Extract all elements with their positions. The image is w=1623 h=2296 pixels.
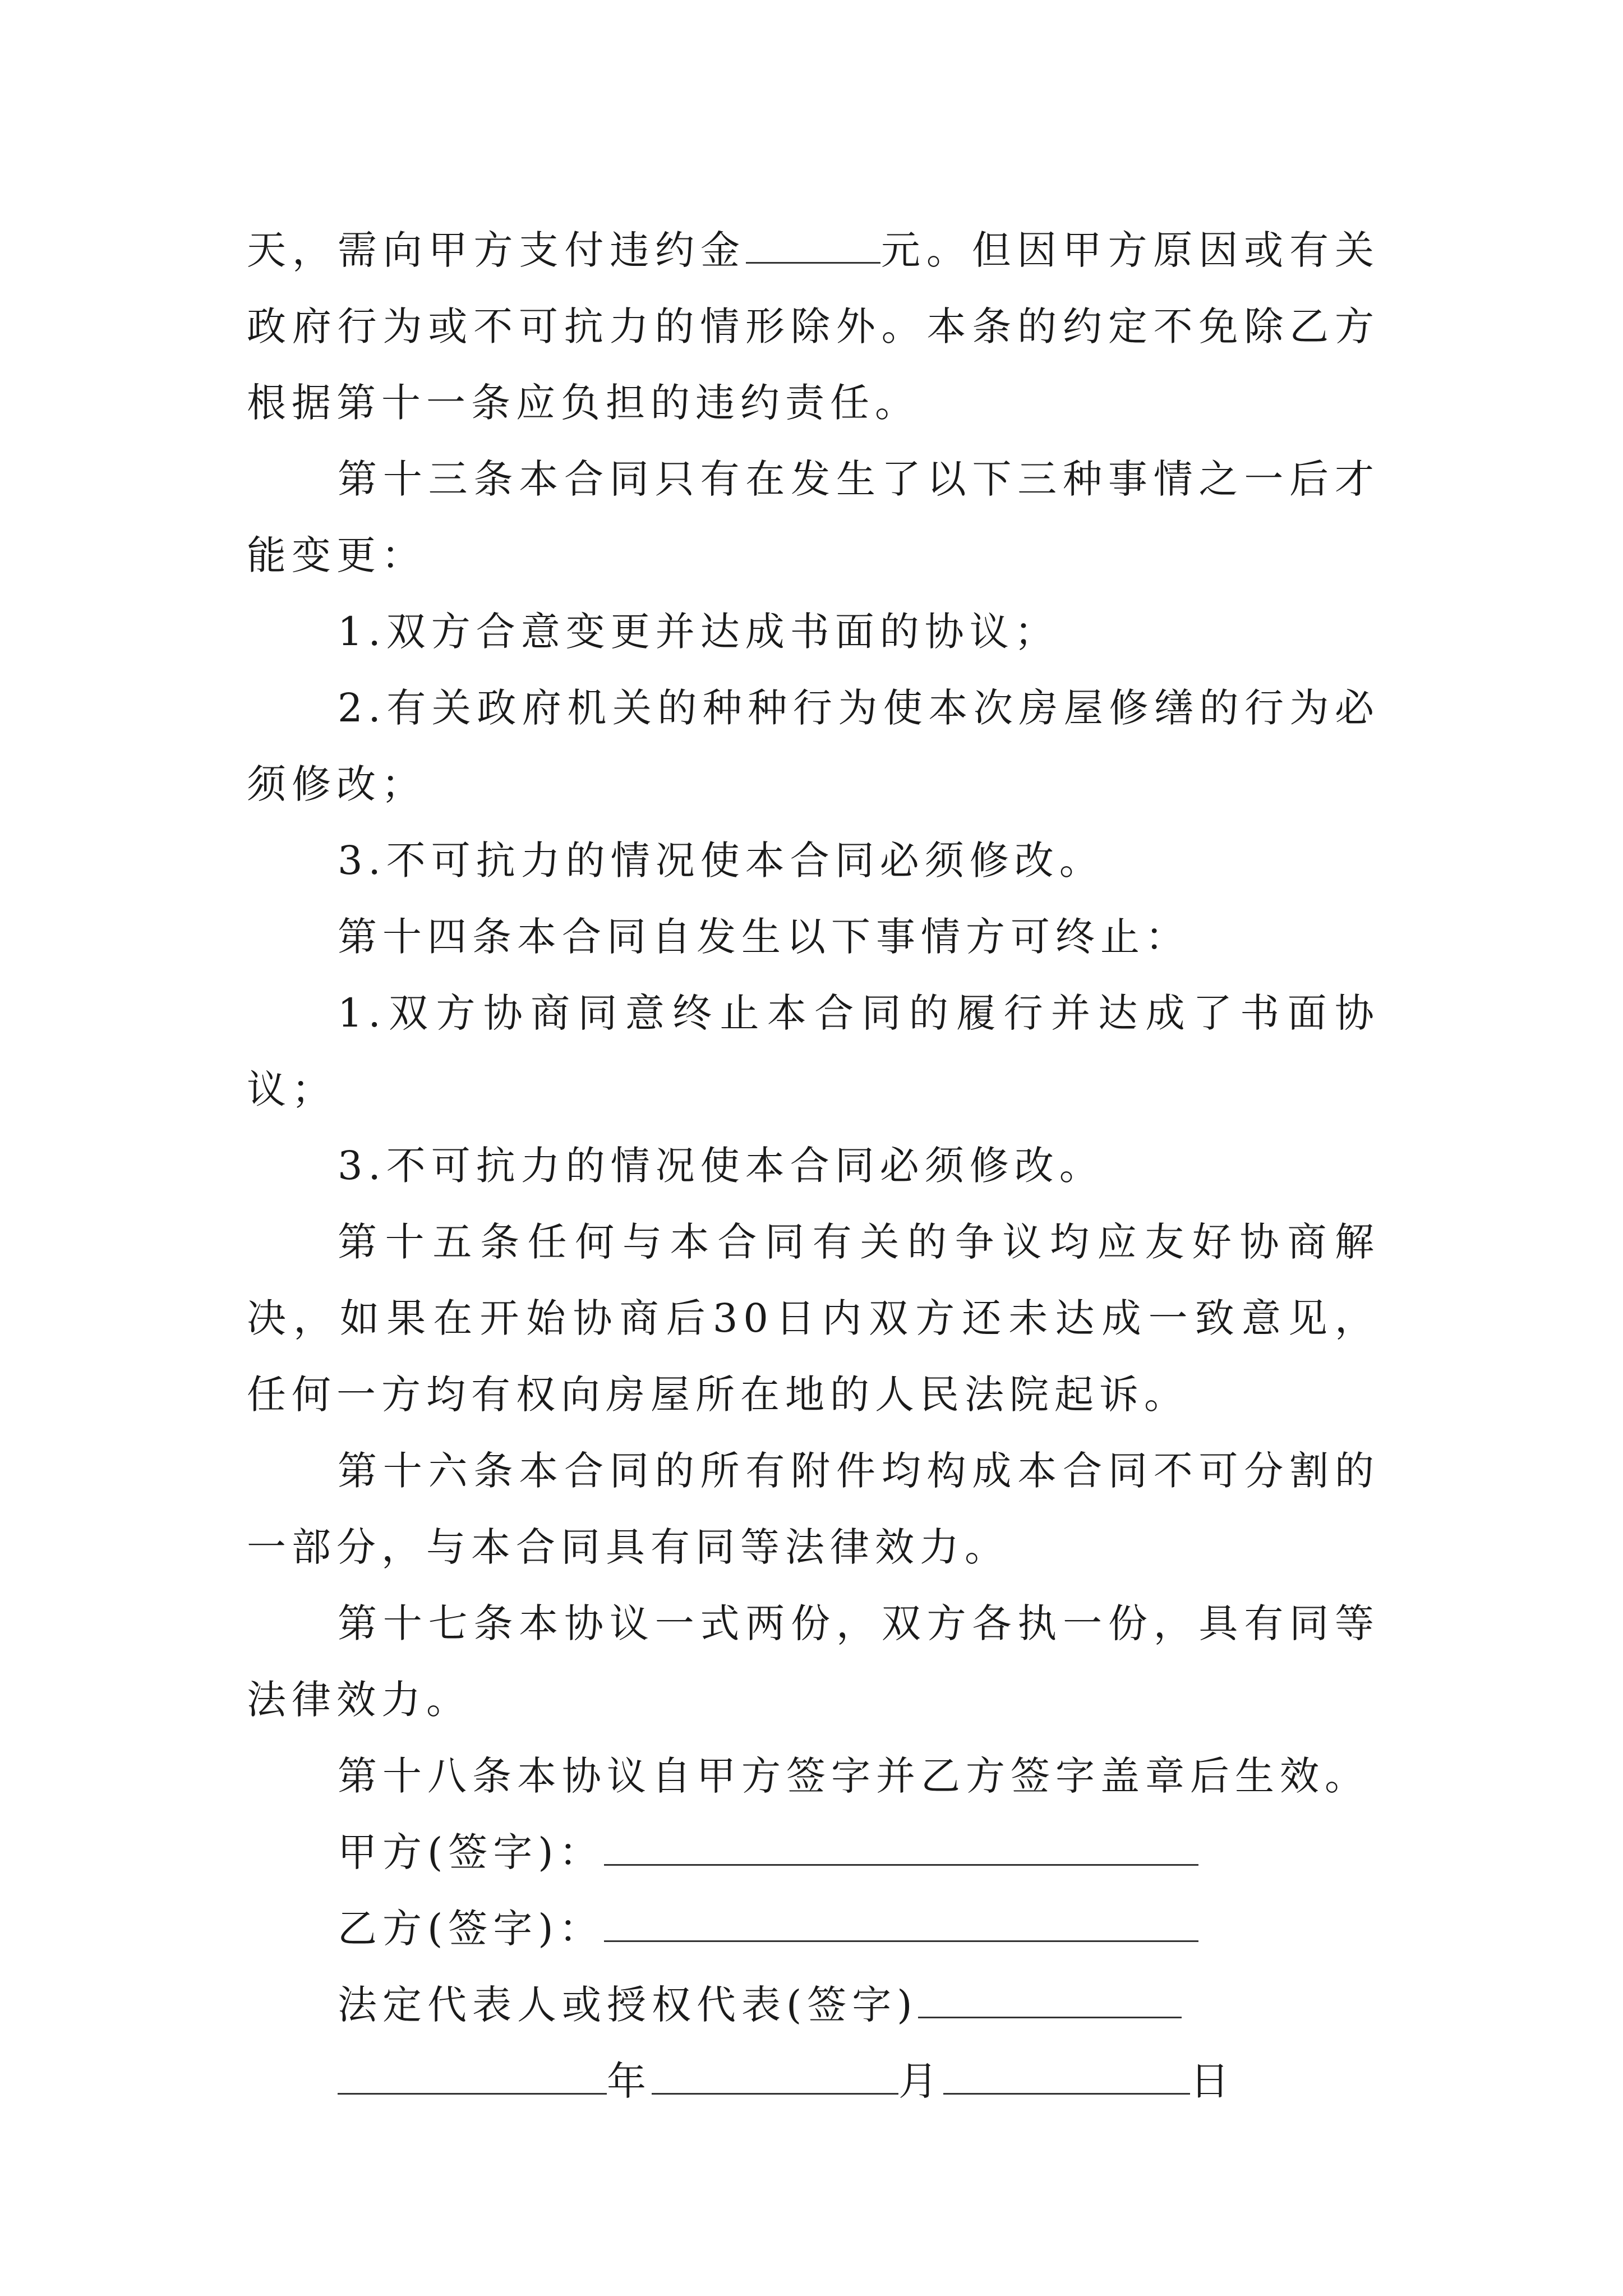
clause-13-item-2: 2.有关政府机关的种种行为使本次房屋修缮的行为必须修改；	[247, 685, 1380, 807]
day-blank	[943, 2060, 1190, 2095]
clause-18: 第十八条本协议自甲方签字并乙方签字盖章后生效。	[338, 1753, 1370, 1799]
party-b-signature-line	[247, 1890, 1380, 1967]
clause-14-item-3: 3.不可抗力的情况使本合同必须修改。	[338, 1143, 1104, 1189]
clause-13-item-3: 3.不可抗力的情况使本合同必须修改。	[338, 838, 1104, 884]
clause-13: 第十三条本合同只有在发生了以下三种事情之一后才能变更：	[247, 456, 1380, 578]
penalty-clause-continuation	[247, 212, 1380, 441]
party-b-signature-blank	[604, 1908, 1198, 1942]
day-label: 日	[1190, 2058, 1235, 2104]
party-a-label: 甲方(签字)：	[338, 1829, 604, 1875]
representative-signature-blank	[918, 1984, 1182, 2018]
clause-14: 第十四条本合同自发生以下事情方可终止：	[338, 914, 1190, 960]
party-b-label: 乙方(签字)：	[338, 1906, 604, 1952]
penalty-amount-blank	[746, 229, 880, 264]
month-blank	[652, 2060, 898, 2095]
clause-15: 第十五条任何与本合同有关的争议均应友好协商解决，如果在开始协商后30日内双方还未达成一致意见，任何一方均有权向房屋所在地的人民法院起诉。	[247, 1219, 1380, 1418]
year-blank	[338, 2060, 607, 2095]
clause-13-item-1: 1.双方合意变更并达成书面的协议；	[338, 609, 1059, 655]
clause-16: 第十六条本合同的所有附件均构成本合同不可分割的一部分，与本合同具有同等法律效力。	[247, 1448, 1380, 1570]
penalty-clause-text-end: 元。但因甲方原因或有关政府行为或不可抗力的情形除外。本条的约定不免除乙方根据第十一条应负担的违约责任。	[247, 227, 1380, 426]
clause-17: 第十七条本协议一式两份，双方各执一份，具有同等法律效力。	[247, 1600, 1380, 1723]
date-line	[247, 2043, 1380, 2119]
party-a-signature-blank	[604, 1832, 1198, 1866]
representative-signature-line	[247, 1967, 1380, 2043]
representative-label: 法定代表人或授权代表(签字)	[338, 1982, 918, 2028]
month-label: 月	[898, 2058, 943, 2104]
party-a-signature-line	[247, 1814, 1380, 1890]
contract-body	[247, 212, 1380, 2119]
clause-14-item-1: 1.双方协商同意终止本合同的履行并达成了书面协议；	[247, 990, 1380, 1112]
penalty-clause-text-start: 天，需向甲方支付违约金	[247, 227, 746, 273]
year-label: 年	[607, 2058, 652, 2104]
